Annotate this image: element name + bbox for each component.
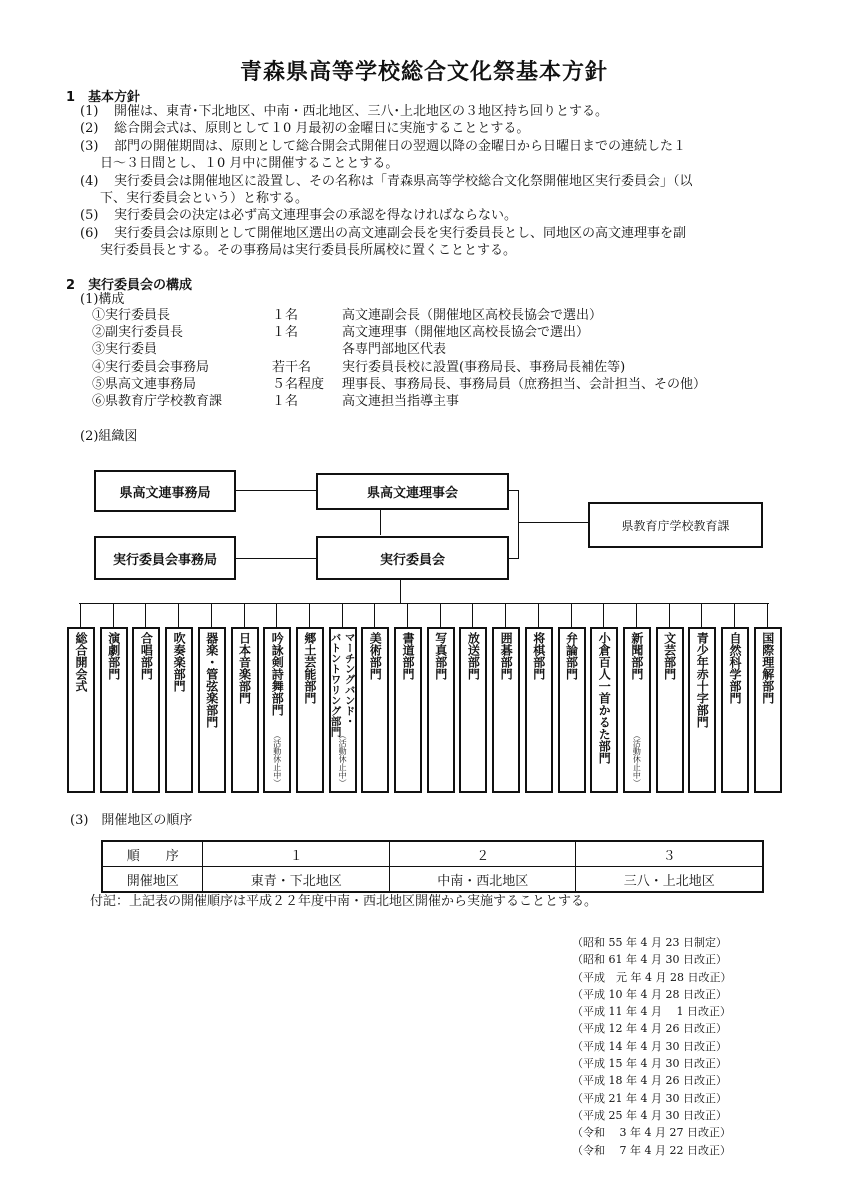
department-name: 日本音楽部門	[237, 632, 252, 704]
policy-item-text: 部門の開催期間は、原則として総合開会式開催日の翌週以降の金曜日から日曜日までの連続した１	[114, 138, 687, 154]
revision-entry: （平成 15 年 4 月 30 日改正）	[572, 1057, 727, 1071]
policy-item-text: 実行委員会の決定は必ず高文連理事会の承認を得なければならない。	[114, 208, 518, 224]
order-header-cell: ２	[389, 841, 576, 867]
department-name: 小倉百人一首かるた部門	[597, 632, 612, 764]
order-heading: (3) 開催地区の順序	[70, 813, 193, 828]
order-row-cell: 東青・下北地区	[203, 867, 390, 893]
department-box	[198, 627, 226, 793]
department-box	[623, 627, 651, 793]
department-name: 青少年赤十字部門	[695, 632, 710, 728]
department-box	[132, 627, 160, 793]
department-box	[656, 627, 684, 793]
member-count: １名	[272, 394, 299, 409]
policy-item-line	[80, 207, 517, 225]
department-name: 新聞部門	[629, 632, 644, 680]
board-box: 県高文連理事会	[316, 473, 509, 510]
department-box	[688, 627, 716, 793]
section2-heading: 2 実行委員会の構成	[66, 278, 193, 293]
department-box	[165, 627, 193, 793]
member-count: ５名程度	[272, 376, 325, 392]
policy-item-number: (1)	[80, 104, 99, 119]
policy-item-line	[80, 173, 693, 191]
committee-office-box: 実行委員会事務局	[94, 536, 236, 580]
department-box	[100, 627, 128, 793]
order-header-cell: ３	[576, 841, 763, 867]
revision-entry: （平成 21 年 4 月 30 日改正）	[572, 1091, 727, 1105]
member-role: ⑤県高文連事務局	[92, 376, 197, 392]
department-box	[263, 627, 291, 793]
member-desc: 各専門部地区代表	[342, 342, 447, 358]
department-name: 国際理解部門	[760, 632, 775, 704]
department-box	[394, 627, 422, 793]
department-box	[754, 627, 782, 793]
department-box	[361, 627, 389, 793]
order-header-cell: １	[203, 841, 390, 867]
member-desc: 高文連副会長（開催地区高校長協会で選出）	[342, 308, 603, 323]
department-name: マーチングバンド・ バトントワリング部門	[329, 632, 356, 737]
org-chart-heading: (2)組織図	[80, 429, 138, 444]
policy-item-line: 実行委員長とする。その事務局は実行委員長所属校に置くこととする。	[100, 243, 517, 259]
department-name: 合唱部門	[139, 632, 154, 680]
policy-item-line: 日～３日間とし、１0 月中に開催することとする。	[100, 156, 399, 172]
revision-entry: （令和 3 年 4 月 27 日改正）	[572, 1126, 731, 1140]
member-desc: 理事長、事務局長、事務局員（庶務担当、会計担当、その他）	[342, 376, 707, 392]
revision-entry: （平成 25 年 4 月 30 日改正）	[572, 1108, 727, 1122]
department-box	[459, 627, 487, 793]
department-name: 吹奏楽部門	[172, 632, 187, 692]
department-name: 演劇部門	[106, 632, 121, 680]
member-role: ④実行委員会事務局	[92, 359, 210, 375]
order-row-cell: 中南・西北地区	[389, 867, 576, 893]
table-row	[102, 841, 763, 867]
member-desc: 高文連理事（開催地区高校長協会で選出）	[342, 325, 590, 341]
department-box	[590, 627, 618, 793]
revision-history	[572, 934, 731, 1159]
policy-item-number: (2)	[80, 121, 99, 137]
department-name: 総合開会式	[74, 632, 88, 692]
department-note: （活動休止中）	[632, 731, 642, 787]
department-box	[427, 627, 455, 793]
policy-item-number: (5)	[80, 208, 99, 224]
policy-item-number: (4)	[80, 173, 99, 189]
page-title: 青森県高等学校総合文化祭基本方針	[239, 60, 608, 85]
policy-item-text: 総合開会式は、原則として１0 月最初の金曜日に実施することとする。	[114, 121, 530, 137]
department-name: 自然科学部門	[728, 632, 742, 704]
department-name: 文芸部門	[662, 632, 677, 680]
department-name: 吟詠剣詩舞部門	[270, 632, 285, 716]
department-name: 囲碁部門	[499, 632, 514, 680]
table-row	[102, 867, 763, 893]
member-desc: 高文連担当指導主事	[342, 394, 460, 409]
department-name: 美術部門	[368, 632, 383, 680]
revision-entry: （平成 元 年 4 月 28 日改正）	[572, 970, 732, 984]
member-count: １名	[272, 308, 299, 323]
department-name: 郷土芸能部門	[302, 632, 317, 704]
revision-entry: （平成 14 年 4 月 30 日改正）	[572, 1039, 727, 1053]
department-box	[67, 627, 95, 793]
member-role: ③実行委員	[92, 342, 158, 358]
department-name: 放送部門	[466, 632, 481, 680]
department-name: 将棋部門	[531, 632, 546, 680]
department-box	[558, 627, 586, 793]
department-name: 写真部門	[433, 632, 448, 680]
composition-heading: (1)構成	[80, 292, 125, 307]
member-role: ①実行委員長	[92, 308, 171, 323]
member-role: ②副実行委員長	[92, 325, 184, 341]
education-dept-box: 県教育庁学校教育課	[588, 502, 763, 548]
section1-heading: 1 基本方針	[66, 90, 141, 105]
prefecture-office-box: 県高文連事務局	[94, 470, 236, 512]
policy-item-line: 下、実行委員会という）と称する。	[100, 191, 309, 206]
committee-box: 実行委員会	[316, 536, 509, 580]
order-header-cell: 順 序	[102, 841, 203, 867]
policy-item-text: 開催は、東青･下北地区、中南・西北地区、三八･上北地区の３地区持ち回りとする。	[114, 104, 609, 119]
department-box	[231, 627, 259, 793]
member-count: 若干名	[272, 359, 312, 375]
department-note: （活動休止中）	[338, 731, 348, 787]
member-desc: 実行委員長校に設置(事務局長、事務局長補佐等)	[342, 359, 626, 375]
department-box	[721, 627, 749, 793]
department-name: 器楽・管弦楽部門	[204, 632, 219, 728]
revision-entry: （平成 12 年 4 月 26 日改正）	[572, 1022, 727, 1036]
policy-item-number: (6)	[80, 225, 99, 241]
policy-item-line	[80, 225, 686, 243]
department-name: 弁論部門	[564, 632, 579, 680]
revision-entry: （昭和 61 年 4 月 30 日改正）	[572, 953, 727, 967]
member-role: ⑥県教育庁学校教育課	[92, 394, 223, 409]
department-note: （活動休止中）	[272, 731, 282, 787]
revision-entry: （昭和 55 年 4 月 23 日制定）	[572, 936, 727, 949]
policy-item-text: 実行委員会は原則として開催地区選出の高文連副会長を実行委員長とし、同地区の高文連理事を副	[114, 225, 687, 241]
order-row-cell: 開催地区	[102, 867, 203, 893]
revision-entry: （令和 7 年 4 月 22 日改正）	[572, 1143, 731, 1157]
policy-item-number: (3)	[80, 138, 99, 154]
member-count: １名	[272, 325, 299, 341]
department-name: 書道部門	[401, 632, 415, 680]
policy-item-line	[80, 138, 686, 156]
revision-entry: （平成 18 年 4 月 26 日改正）	[572, 1074, 727, 1088]
policy-item-line	[80, 103, 608, 121]
order-row-cell: 三八・上北地区	[576, 867, 763, 893]
policy-item-line	[80, 120, 529, 138]
revision-entry: （平成 10 年 4 月 28 日改正）	[572, 987, 727, 1001]
footnote: 付記：上記表の開催順序は平成２２年度中南・西北地区開催から実施することとする。	[90, 894, 598, 909]
revision-entry: （平成 11 年 4 月 1 日改正）	[572, 1005, 731, 1019]
department-box	[492, 627, 520, 793]
department-box	[525, 627, 553, 793]
policy-item-text: 実行委員会は開催地区に設置し、その名称は「青森県高等学校総合文化祭開催地区実行委員会」（以	[114, 173, 693, 189]
department-box	[296, 627, 324, 793]
order-table	[101, 840, 764, 893]
department-box	[329, 627, 357, 793]
